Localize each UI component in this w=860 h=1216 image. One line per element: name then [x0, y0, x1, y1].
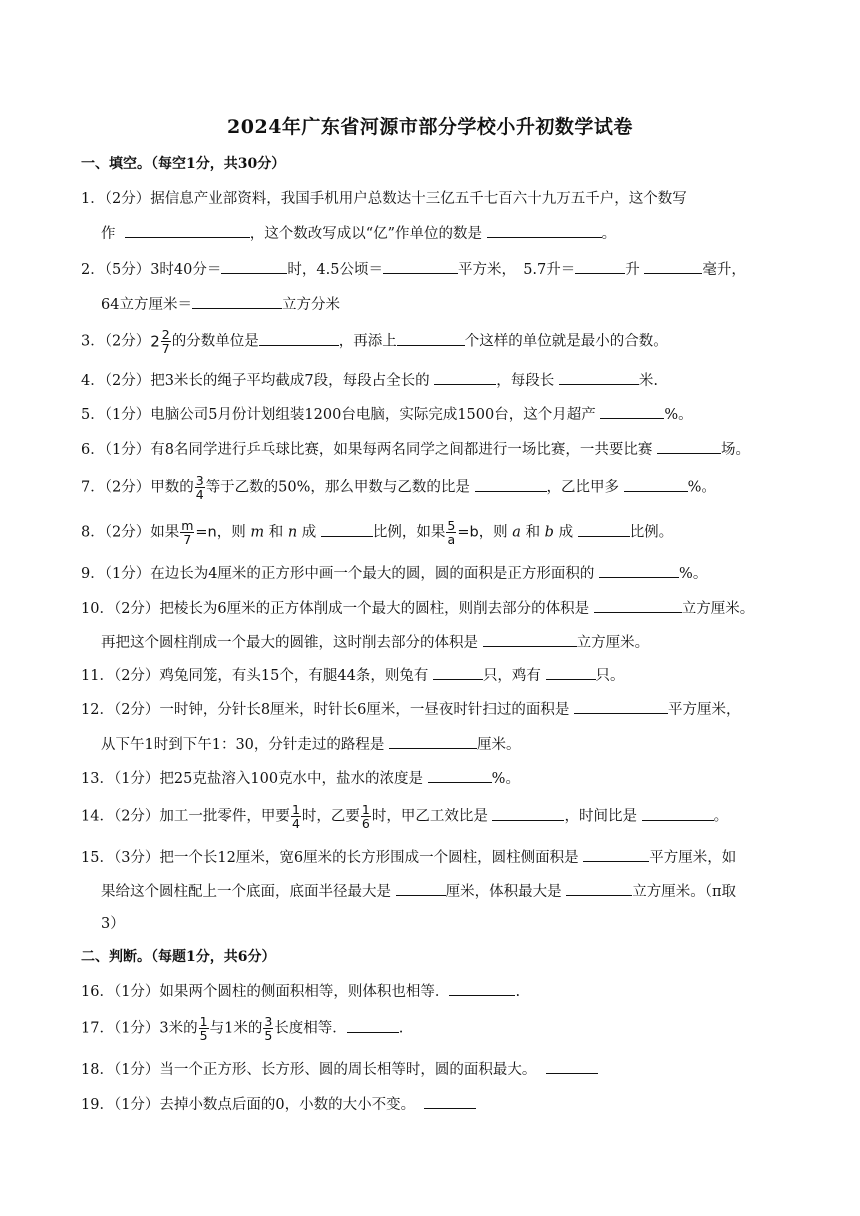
fraction: $\frac{1}{5}$	[199, 1014, 208, 1043]
answer-blank[interactable]	[574, 699, 668, 714]
answer-blank[interactable]	[546, 1059, 598, 1074]
answer-blank[interactable]	[397, 331, 465, 346]
question-15: 15．（3分）把一个长12厘米，宽6厘米的长方形围成一个圆柱，圆柱侧面积是 平方厘米，如	[81, 846, 736, 867]
answer-blank[interactable]	[389, 734, 477, 749]
fraction: $\frac{m}{7}$	[181, 518, 194, 547]
fraction: $\frac{3}{5}$	[264, 1014, 273, 1043]
answer-blank[interactable]	[259, 331, 339, 346]
answer-blank[interactable]	[424, 1094, 476, 1109]
answer-blank[interactable]	[433, 665, 483, 680]
question-18: 18．（1分）当一个正方形、长方形、圆的周长相等时，圆的面积最大。	[81, 1058, 598, 1079]
answer-blank[interactable]	[594, 598, 682, 613]
question-9: 9．（1分）在边长为4厘米的正方形中画一个最大的圆，圆的面积是正方形面积的 %。	[81, 562, 707, 583]
question-1: 1．（2分）据信息产业部资料，我国手机用户总数达十三亿五千七百六十九万五千户，这个数写	[81, 191, 687, 207]
question-11: 11．（2分）鸡兔同笼，有头15个，有腿44条，则兔有 只，鸡有 只。	[81, 664, 625, 685]
section-heading-fill-blank: 一、填空。（每空1分，共30分）	[81, 156, 286, 172]
answer-blank[interactable]	[383, 259, 458, 274]
question-14: 14．（2分）加工一批零件，甲要 $\frac{1}{4}$ 时，乙要 $\frac{1}{6}$ 时，甲乙工效比是 ，时间比是 。	[81, 802, 729, 831]
answer-blank[interactable]	[192, 294, 282, 309]
answer-blank[interactable]	[575, 259, 625, 274]
page-title: 2024年广东省河源市部分学校小升初数学试卷	[227, 116, 633, 138]
question-13: 13．（1分）把25克盐溶入100克水中，盐水的浓度是 %。	[81, 767, 520, 788]
question-12-cont: 从下午1时到下午1：30，分针走过的路程是 厘米。	[101, 733, 521, 754]
answer-blank[interactable]	[566, 881, 632, 896]
question-6: 6．（1分）有8名同学进行乒乓球比赛，如果每两名同学之间都进行一场比赛，一共要比赛 场。	[81, 438, 750, 459]
question-8: 8．（2分）如果 $\frac{m}{7}$ =n，则 m 和 n 成 比例，如果 $\frac{5}{a}$ =b，则 a 和 b 成 比例。	[81, 518, 674, 547]
answer-blank[interactable]	[434, 370, 496, 385]
section-heading-true-false: 二、判断。（每题1分，共6分）	[81, 949, 276, 965]
answer-blank[interactable]	[578, 522, 630, 537]
question-2-cont: 64立方厘米＝ 立方分米	[101, 293, 340, 314]
answer-blank[interactable]	[583, 847, 649, 862]
answer-blank[interactable]	[483, 632, 577, 647]
question-1-cont: 作 ，这个数改写成以“亿”作单位的数是 。	[101, 222, 616, 243]
answer-blank[interactable]	[644, 259, 702, 274]
answer-blank[interactable]	[428, 768, 492, 783]
question-5: 5．（1分）电脑公司5月份计划组装1200台电脑，实际完成1500台，这个月超产 %。	[81, 403, 693, 424]
answer-blank[interactable]	[642, 806, 714, 821]
question-19: 19．（1分）去掉小数点后面的0，小数的大小不变。	[81, 1093, 476, 1114]
fraction: $\frac{1}{4}$	[291, 802, 300, 831]
answer-blank[interactable]	[657, 439, 721, 454]
fraction: $\frac{3}{4}$	[195, 473, 204, 502]
answer-blank[interactable]	[624, 477, 688, 492]
answer-blank[interactable]	[221, 259, 287, 274]
fraction: $\frac{1}{6}$	[361, 802, 370, 831]
answer-blank[interactable]	[449, 981, 515, 996]
answer-blank[interactable]	[559, 370, 639, 385]
question-7: 7．（2分）甲数的 $\frac{3}{4}$ 等于乙数的50%，那么甲数与乙数的比是 ，乙比甲多 %。	[81, 473, 716, 502]
question-10-cont: 再把这个圆柱削成一个最大的圆锥，这时削去部分的体积是 立方厘米。	[101, 631, 649, 652]
question-2: 2．（5分）3时40分＝ 时，4.5公顷＝ 平方米， 5.7升＝ 升 毫升，	[81, 258, 746, 279]
question-17: 17．（1分）3米的 $\frac{1}{5}$ 与1米的 $\frac{3}{5}$ 长度相等． .	[81, 1014, 404, 1043]
question-15-cont2: 3）	[101, 916, 125, 932]
answer-blank[interactable]	[492, 806, 564, 821]
answer-blank[interactable]	[487, 223, 602, 238]
answer-blank[interactable]	[600, 404, 664, 419]
fraction: $\frac{5}{a}$	[447, 518, 456, 547]
answer-blank[interactable]	[125, 223, 250, 238]
question-4: 4．（2分）把3米长的绳子平均截成7段，每段占全长的 ，每段长 米.	[81, 369, 658, 390]
fraction: $\frac{2}{7}$	[161, 327, 170, 356]
answer-blank[interactable]	[396, 881, 446, 896]
answer-blank[interactable]	[546, 665, 596, 680]
question-12: 12．（2分）一时钟，分针长8厘米，时针长6厘米，一昼夜时针扫过的面积是 平方厘米，	[81, 698, 740, 719]
answer-blank[interactable]	[599, 563, 679, 578]
answer-blank[interactable]	[475, 477, 547, 492]
answer-blank[interactable]	[321, 522, 373, 537]
question-3: 3．（2分）2 $\frac{2}{7}$ 的分数单位是 ，再添上 个这样的单位就是最小的合数。	[81, 327, 668, 356]
mixed-number-integer: 2	[150, 332, 160, 351]
question-10: 10．（2分）把棱长为6厘米的正方体削成一个最大的圆柱，则削去部分的体积是 立方厘米。	[81, 597, 754, 618]
answer-blank[interactable]	[347, 1018, 399, 1033]
question-15-cont: 果给这个圆柱配上一个底面，底面半径最大是 厘米，体积最大是 立方厘米。（π取	[101, 880, 736, 901]
question-16: 16．（1分）如果两个圆柱的侧面积相等，则体积也相等． .	[81, 980, 520, 1001]
